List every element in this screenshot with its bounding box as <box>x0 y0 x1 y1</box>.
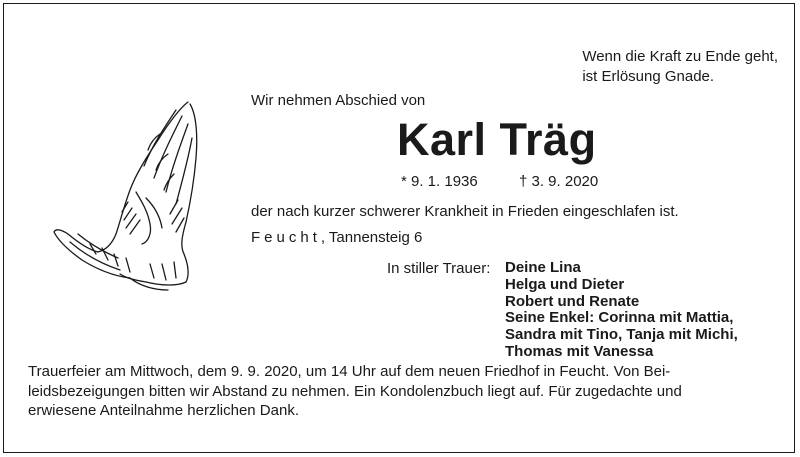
passing-statement: der nach kurzer schwerer Krankheit in Frieden eingeschlafen ist. <box>251 203 679 220</box>
mourner-line: Sandra mit Tino, Tanja mit Michi, <box>505 326 738 344</box>
town-name: Feucht <box>251 229 321 246</box>
funeral-info-line: Trauerfeier am Mittwoch, dem 9. 9. 2020, um 14 Uhr auf dem neuen Friedhof in Feucht. Von Bei- <box>28 363 671 380</box>
funeral-info <box>28 362 763 421</box>
funeral-info-line: leidsbezeigungen bitten wir Abstand zu nehmen. Ein Kondolenzbuch liegt auf. Für zugedachte und <box>28 382 682 400</box>
death-date: † 3. 9. 2020 <box>519 173 599 190</box>
address <box>251 229 422 246</box>
funeral-info-line: erwiesene Anteilnahme herzlichen Dank. <box>28 402 299 419</box>
motto <box>582 47 778 87</box>
birth-date: * 9. 1. 1936 <box>401 173 478 190</box>
motto-line-1: Wenn die Kraft zu Ende geht, <box>582 48 778 65</box>
obituary-notice <box>3 3 795 453</box>
motto-line-2: ist Erlösung Gnade. <box>582 68 715 85</box>
mourners-list <box>505 260 738 361</box>
mourner-line: Thomas mit Vanessa <box>505 342 654 360</box>
mourner-line: Robert und Renate <box>505 292 640 310</box>
deceased-name: Karl Träg <box>397 114 597 165</box>
praying-hands-icon <box>50 94 200 294</box>
street-address: , Tannensteig 6 <box>320 229 423 246</box>
mourner-line: Deine Lina <box>505 259 581 276</box>
intro-text: Wir nehmen Abschied von <box>251 92 426 109</box>
mourner-line: Seine Enkel: Corinna mit Mattia, <box>505 309 734 327</box>
mourning-label: In stiller Trauer: <box>387 260 491 277</box>
mourner-line: Helga und Dieter <box>505 275 625 293</box>
